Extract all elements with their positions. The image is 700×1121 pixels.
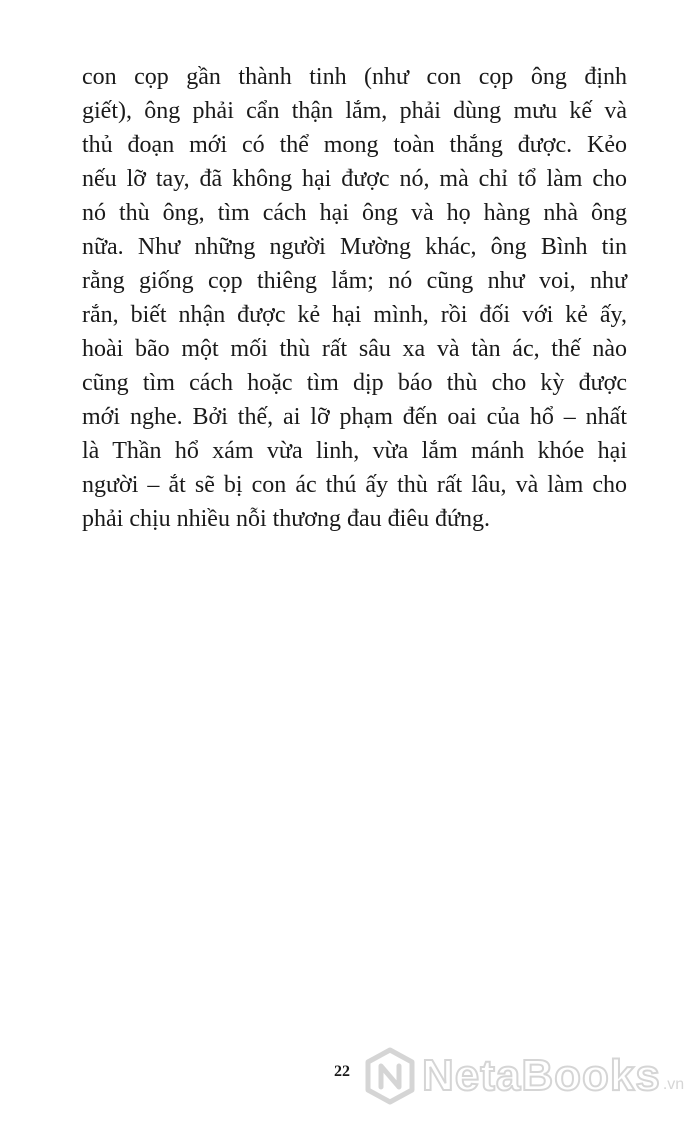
- watermark: [364, 1046, 694, 1106]
- body-paragraph: [82, 60, 627, 536]
- netabooks-hexagon-n-icon: [364, 1047, 416, 1105]
- text-line: cũng tìm cách hoặc tìm dịp báo thù cho kỳ được: [82, 370, 627, 396]
- text-line: nữa. Như những người Mường khác, ông Bình tin: [82, 234, 627, 260]
- text-line: mới nghe. Bởi thế, ai lỡ phạm đến oai của hổ – nhất: [82, 404, 627, 430]
- text-line: phải chịu nhiều nỗi thương đau điêu đứng.: [82, 506, 490, 532]
- text-line: thủ đoạn mới có thể mong toàn thắng được. Kẻo: [82, 132, 627, 158]
- watermark-brand: NetaBooks: [422, 1051, 661, 1100]
- text-line: nếu lỡ tay, đã không hại được nó, mà chỉ tổ làm cho: [82, 166, 627, 192]
- watermark-suffix: .vn: [662, 1076, 685, 1093]
- text-line: rắn, biết nhận được kẻ hại mình, rồi đối với kẻ ấy,: [82, 302, 627, 328]
- text-line: nó thù ông, tìm cách hại ông và họ hàng nhà ông: [82, 200, 627, 226]
- text-line: là Thần hổ xám vừa linh, vừa lắm mánh khóe hại: [82, 438, 627, 464]
- text-line: người – ắt sẽ bị con ác thú ấy thù rất lâu, và làm cho: [82, 472, 627, 498]
- text-line: giết), ông phải cẩn thận lắm, phải dùng mưu kế và: [82, 98, 627, 124]
- text-line: con cọp gần thành tinh (như con cọp ông định: [82, 64, 627, 90]
- text-line: hoài bão một mối thù rất sâu xa và tàn ác, thế nào: [82, 336, 627, 362]
- page-number: 22: [334, 1063, 350, 1080]
- text-line: rằng giống cọp thiêng lắm; nó cũng như voi, như: [82, 268, 627, 294]
